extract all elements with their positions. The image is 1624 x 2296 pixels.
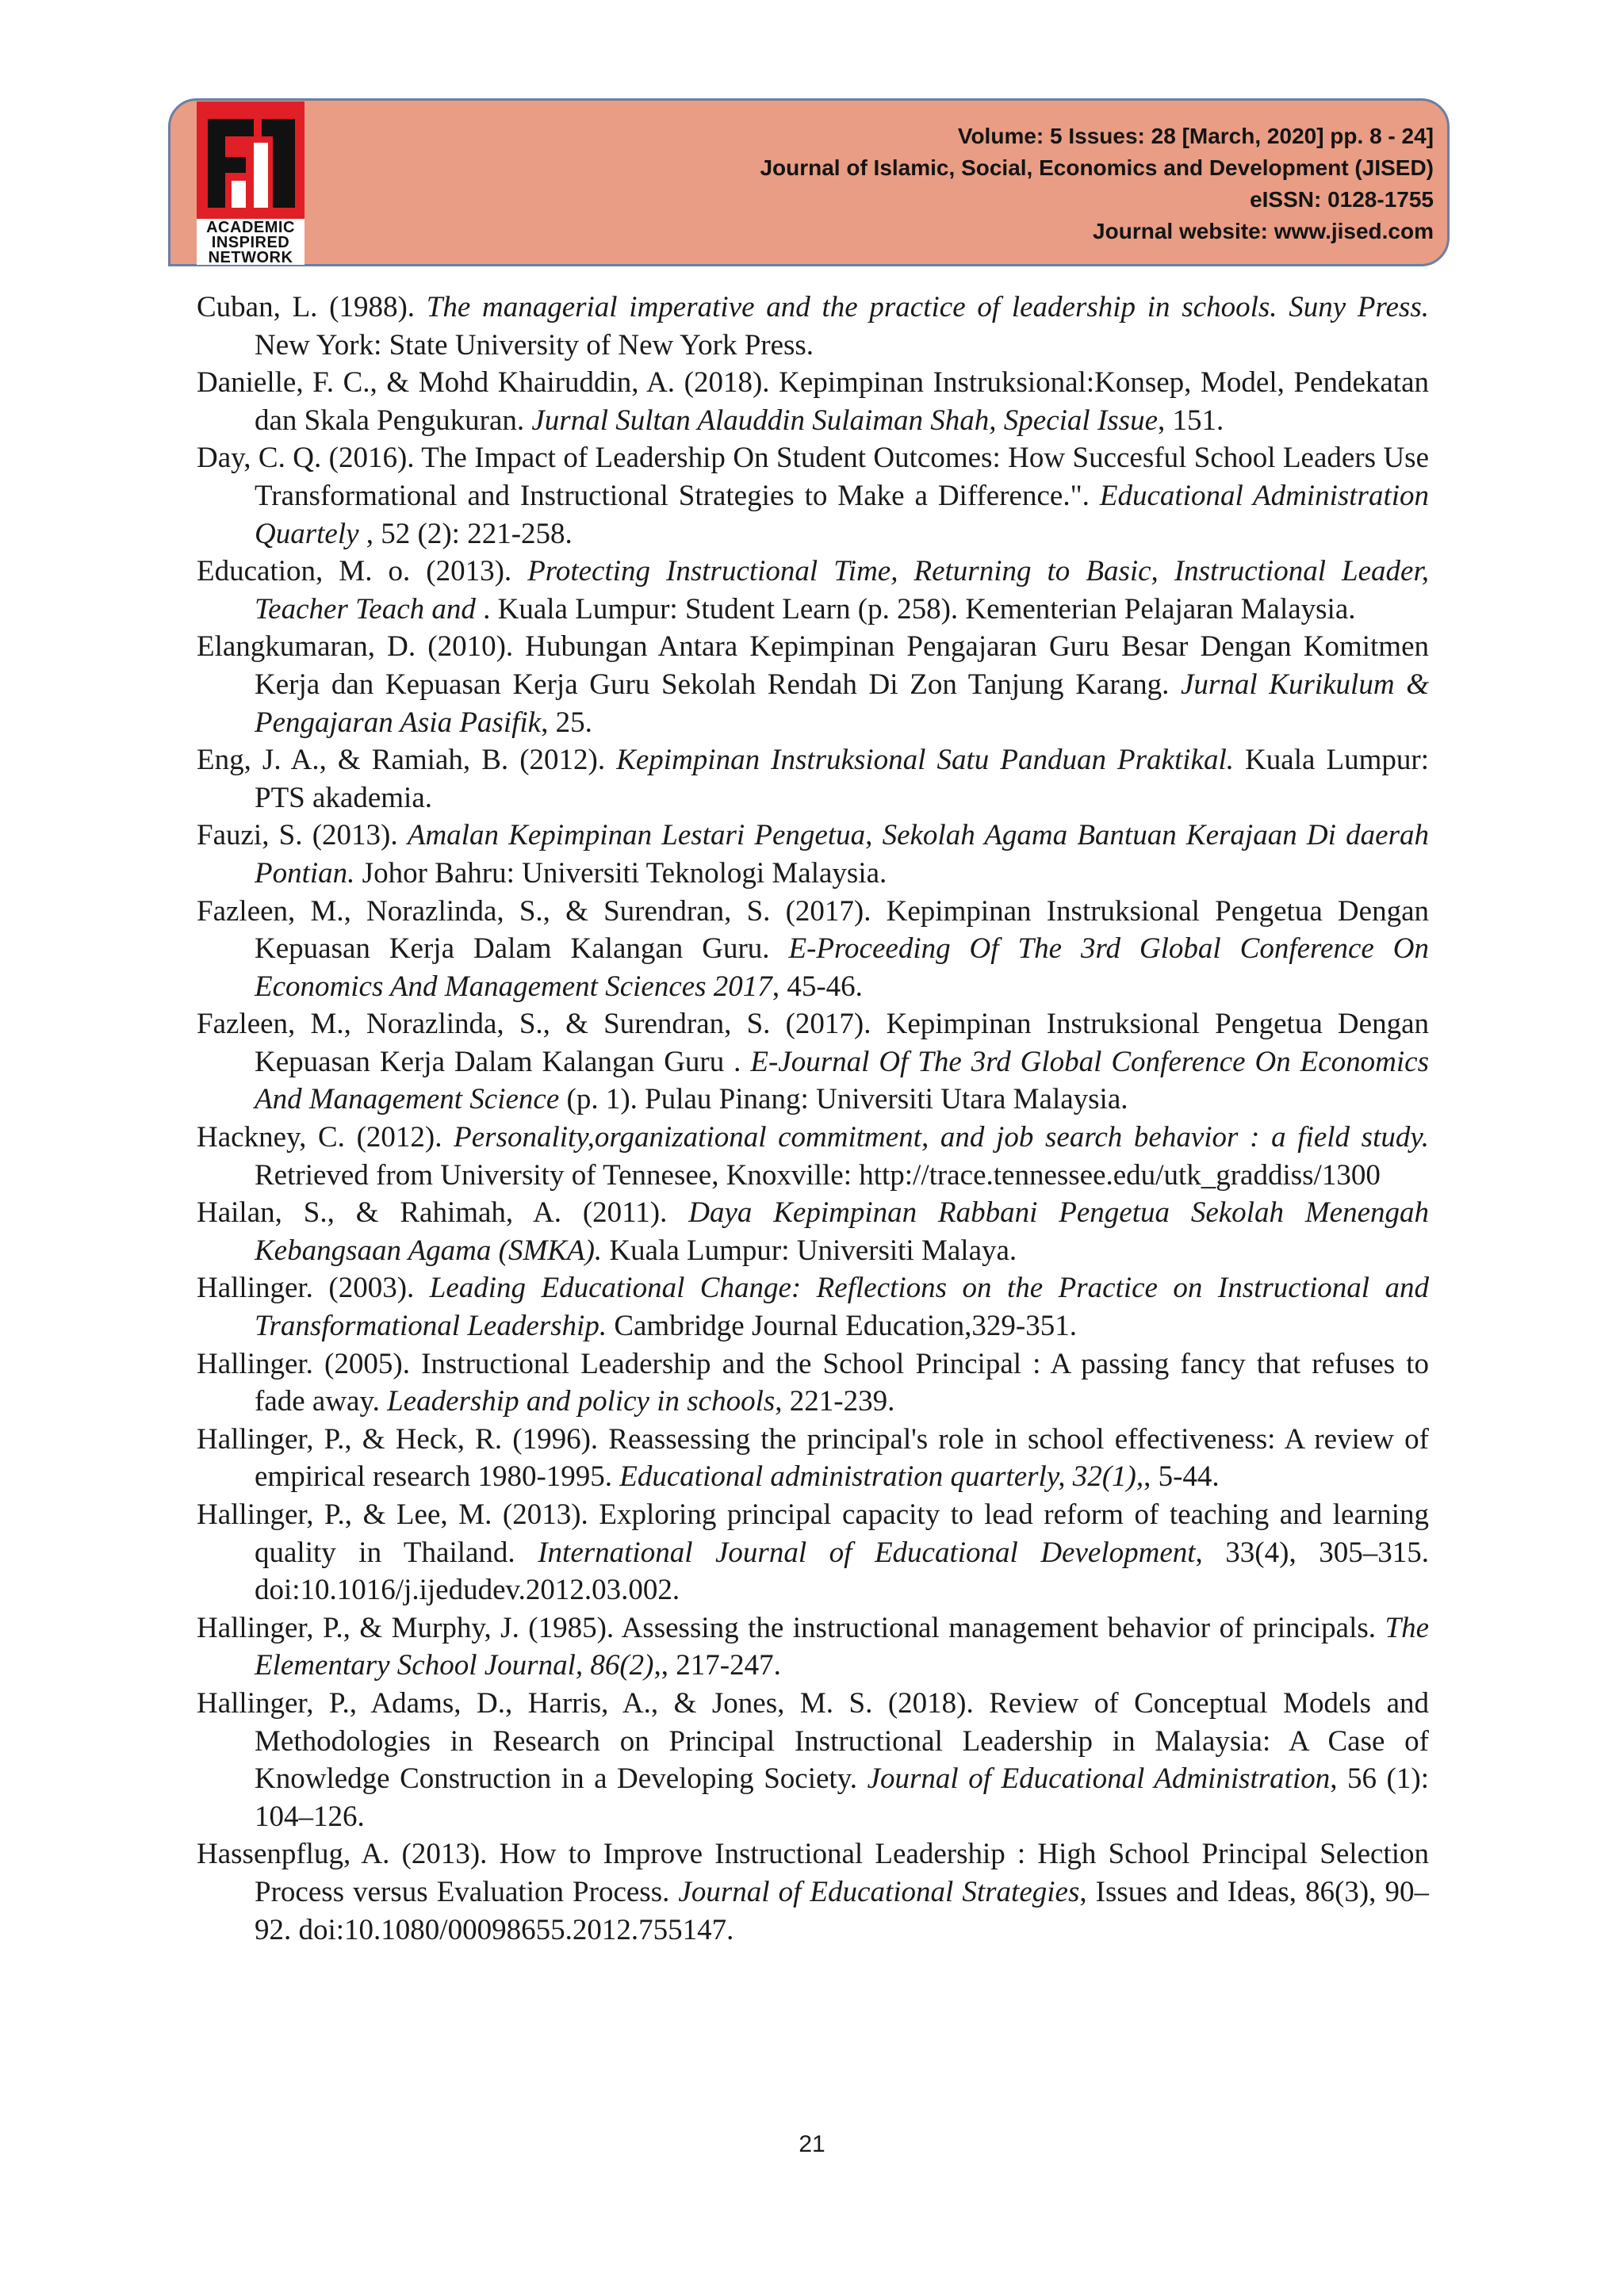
reference-item: Hackney, C. (2012). Personality,organizational commitment, and job search behavior : a field study. Retrieved from University of Tennesee, Knoxville: http://trace.tennessee.edu/utk_graddiss/1300 [197, 1121, 1429, 1192]
page-number: 21 [799, 2131, 825, 2157]
reference-item: Fazleen, M., Norazlinda, S., & Surendran, S. (2017). Kepimpinan Instruksional Pengetua Dengan Kepuasan Kerja Dalam Kalangan Guru. E-Proceeding Of The 3rd Global Conference On Economics And Management Sciences 2017, 45-46. [197, 894, 1429, 1003]
logo-glyph-icon [197, 101, 304, 219]
eissn: eISSN: 0128-1755 [1250, 187, 1434, 212]
reference-item: Cuban, L. (1988). The managerial imperative and the practice of leadership in schools. Suny Press. New York: State University of New York Press. [197, 291, 1429, 362]
reference-item: Hallinger. (2005). Instructional Leadership and the School Principal : A passing fancy that refuses to fade away. Leadership and policy in schools, 221-239. [197, 1347, 1429, 1418]
reference-item: Hailan, S., & Rahimah, A. (2011). Daya Kepimpinan Rabbani Pengetua Sekolah Menengah Kebangsaan Agama (SMKA). Kuala Lumpur: Universiti Malaya. [197, 1196, 1430, 1267]
reference-item: Elangkumaran, D. (2010). Hubungan Antara Kepimpinan Pengajaran Guru Besar Dengan Komitmen Kerja dan Kepuasan Kerja Guru Sekolah Rendah Di Zon Tanjung Karang. Jurnal Kurikulum & Pengajaran Asia Pasifik, 25. [197, 630, 1429, 739]
reference-item: Fauzi, S. (2013). Amalan Kepimpinan Lestari Pengetua, Sekolah Agama Bantuan Kerajaan Di daerah Pontian. Johor Bahru: Universiti Teknologi Malaysia. [197, 819, 1429, 890]
journal-info [760, 121, 1434, 247]
logo-mark [197, 101, 304, 219]
reference-list [197, 289, 1429, 1949]
reference-item: Hassenpflug, A. (2013). How to Improve Instructional Leadership : High School Principal Selection Process versus Evaluation Process. Journal of Educational Strategies, Issues and Ideas, 86(3), 90–92. doi:10.1080/00098655.2012.755147. [197, 1838, 1429, 1946]
reference-item: Hallinger, P., & Murphy, J. (1985). Assessing the instructional management behavior of principals. The Elementary School Journal, 86(2),, 217-247. [197, 1611, 1429, 1682]
reference-item: Day, C. Q. (2016). The Impact of Leadership On Student Outcomes: How Succesful School Leaders Use Transformational and Instructional Strategies to Make a Difference.". Educational Administration Quartely , 52 (2): 221-258. [197, 442, 1430, 550]
reference-item: Hallinger, P., Adams, D., Harris, A., & Jones, M. S. (2018). Review of Conceptual Models and Methodologies in Research on Principal Instructional Leadership in Malaysia: A Case of Knowledge Construction in a Developing Society. Journal of Educational Administration, 56 (1): 104–126. [197, 1686, 1429, 1833]
reference-item: Fazleen, M., Norazlinda, S., & Surendran, S. (2017). Kepimpinan Instruksional Pengetua Dengan Kepuasan Kerja Dalam Kalangan Guru . E-Journal Of The 3rd Global Conference On Economics And Management Science (p. 1). Pulau Pinang: Universiti Utara Malaysia. [197, 1008, 1429, 1116]
logo-wordmark: ACADEMIC INSPIRED NETWORK [197, 219, 304, 265]
reference-item: Hallinger, P., & Heck, R. (1996). Reassessing the principal's role in school effectiveness: A review of empirical research 1980-1995. Educational administration quarterly, 32(1),, 5-44. [197, 1422, 1429, 1494]
reference-item: Eng, J. A., & Ramiah, B. (2012). Kepimpinan Instruksional Satu Panduan Praktikal. Kuala Lumpur: PTS akademia. [197, 744, 1429, 814]
journal-title: Journal of Islamic, Social, Economics and Development (JISED) [760, 155, 1434, 180]
reference-item: Hallinger, P., & Lee, M. (2013). Exploring principal capacity to lead reform of teaching and learning quality in Thailand. International Journal of Educational Development, 33(4), 305–315. doi:10.1016/j.ijedudev.2012.03.002. [197, 1498, 1429, 1607]
reference-item: Education, M. o. (2013). Protecting Instructional Time, Returning to Basic, Instructional Leader, Teacher Teach and . Kuala Lumpur: Student Learn (p. 258). Kementerian Pelajaran Malaysia. [197, 555, 1429, 626]
journal-website: Journal website: www.jised.com [1093, 219, 1434, 243]
reference-item: Hallinger. (2003). Leading Educational Change: Reflections on the Practice on Instructional and Transformational Leadership. Cambridge Journal Education,329-351. [197, 1272, 1430, 1343]
volume-issue: Volume: 5 Issues: 28 [March, 2020] pp. 8 - 24] [957, 124, 1434, 148]
academic-inspired-network-logo [197, 101, 304, 265]
reference-item: Danielle, F. C., & Mohd Khairuddin, A. (2018). Kepimpinan Instruksional:Konsep, Model, Pendekatan dan Skala Pengukuran. Jurnal Sultan Alauddin Sulaiman Shah, Special Issue, 151. [197, 366, 1429, 437]
